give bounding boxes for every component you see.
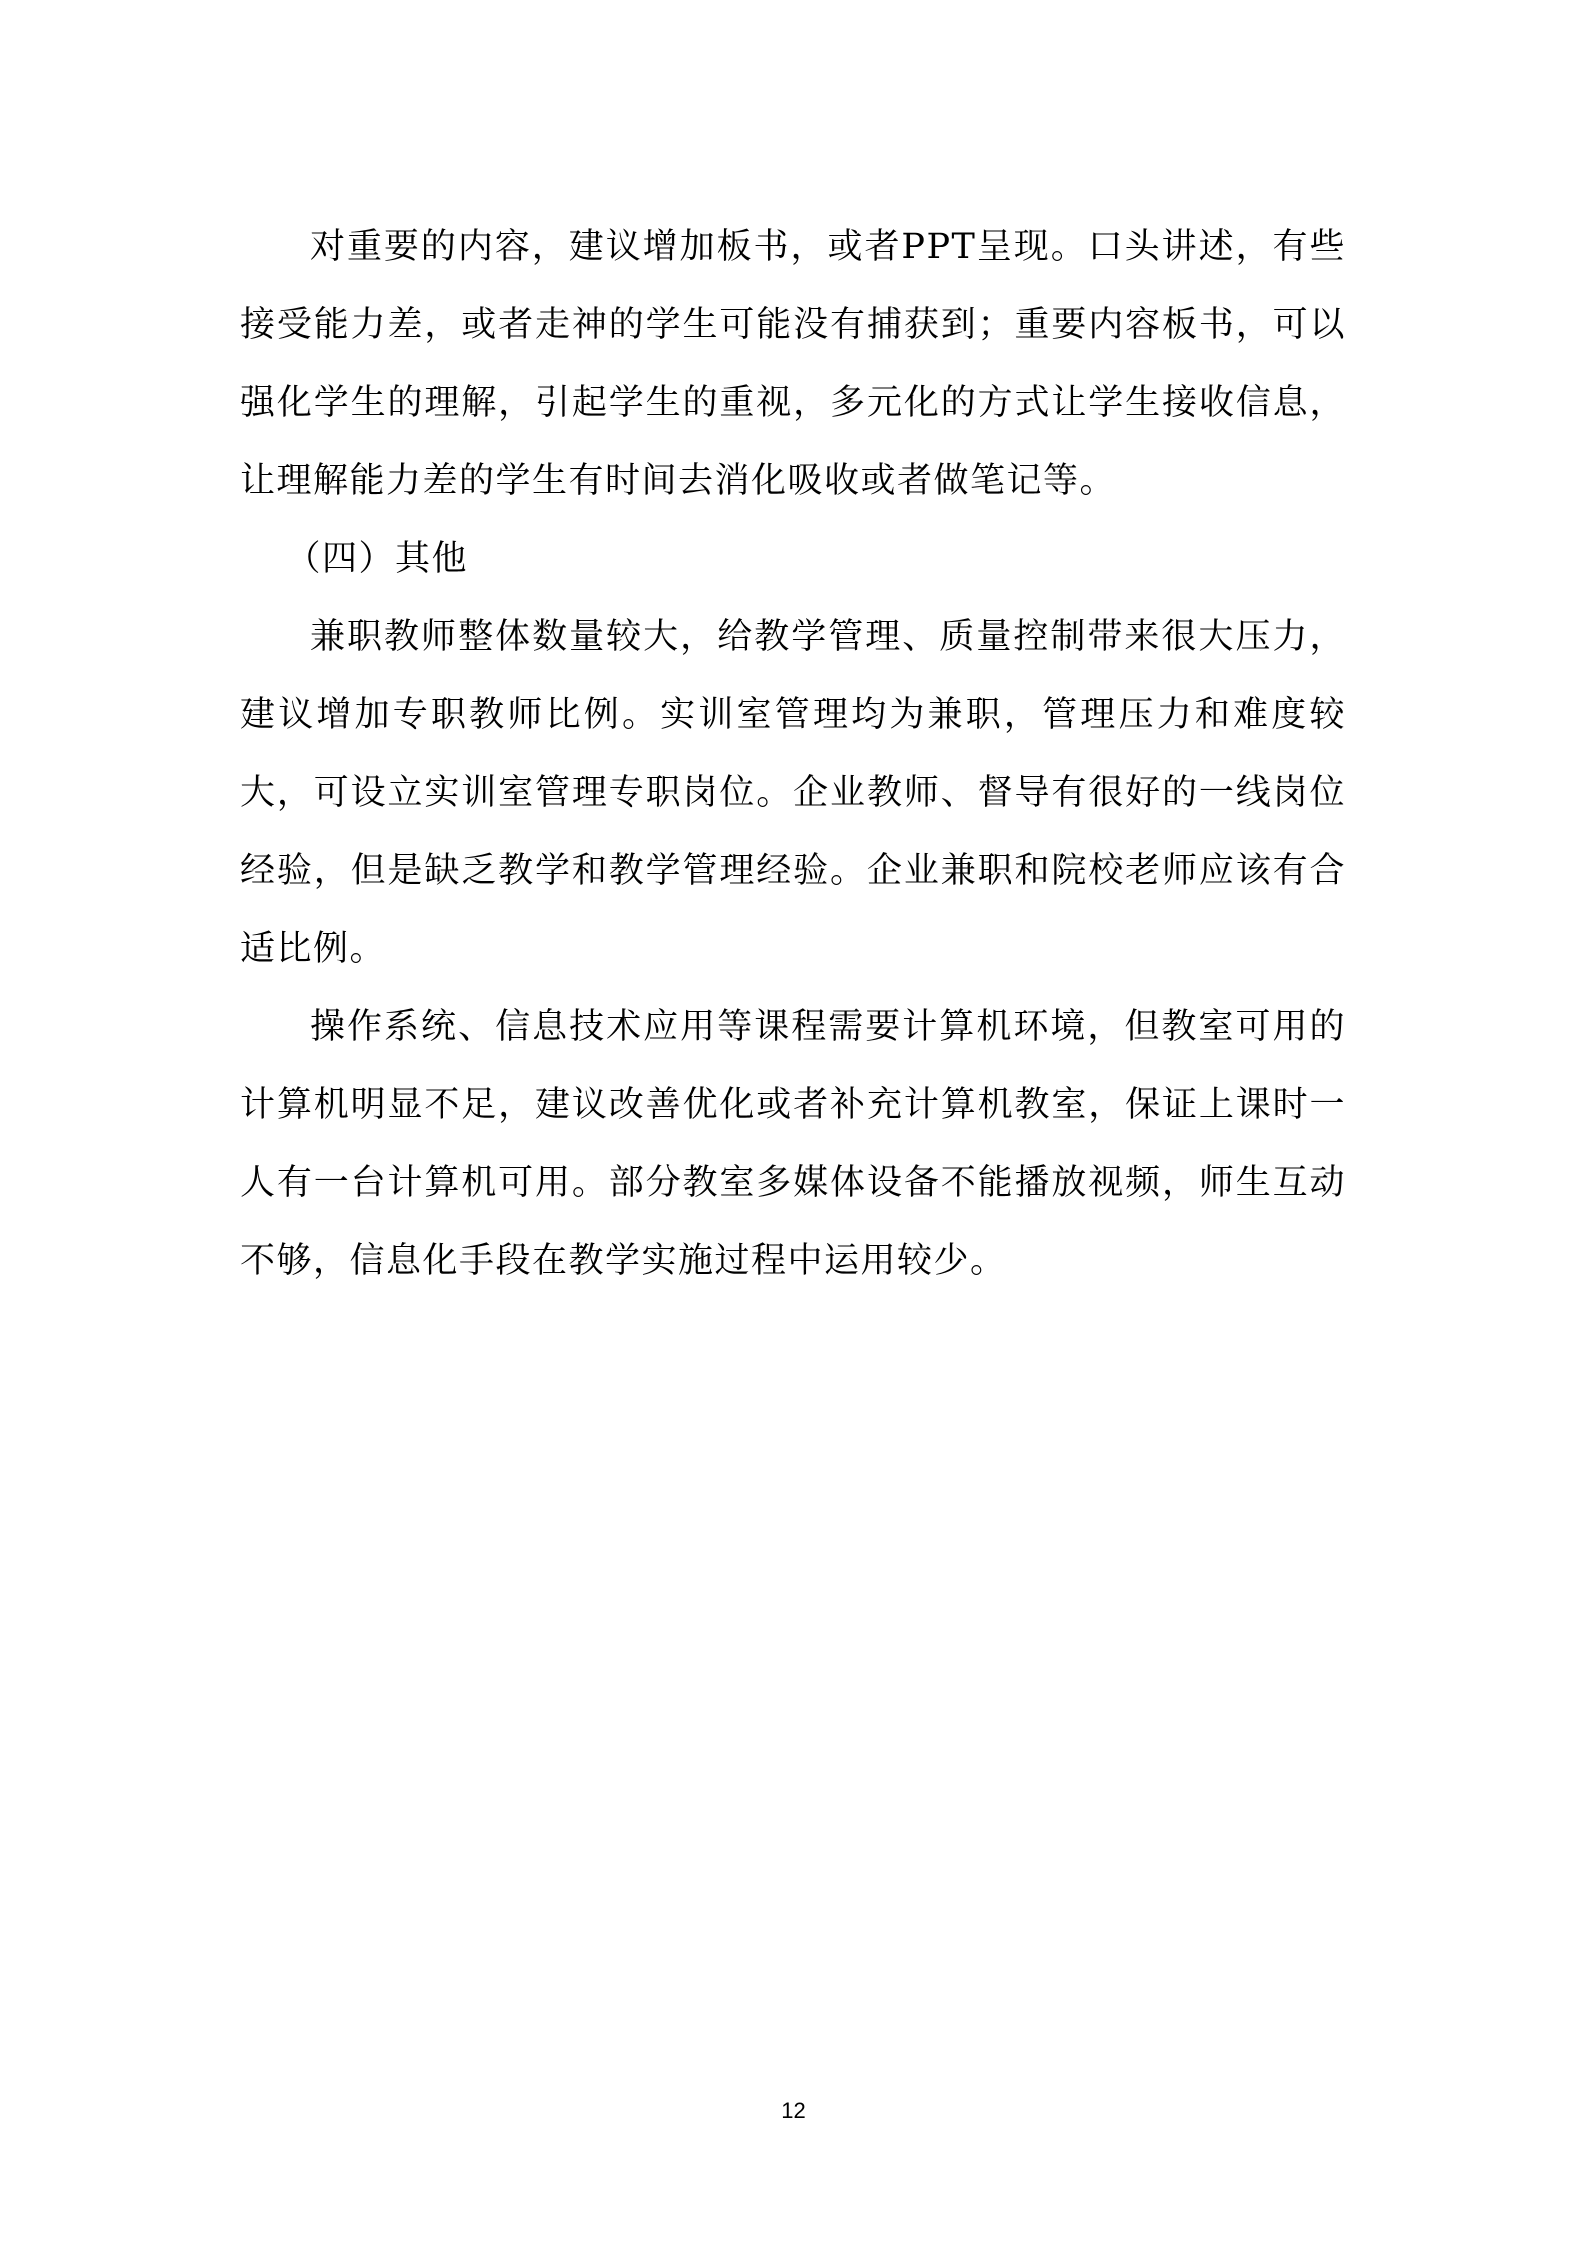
paragraph-part-time-teachers: 兼职教师整体数量较大，给教学管理、质量控制带来很大压力，建议增加专职教师比例。实训室管理均为兼职，管理压力和难度较大，可设立实训室管理专职岗位。企业教师、督导有很好的一线岗位经验，但是缺乏教学和教学管理经验。企业兼职和院校老师应该有合适比例。 xyxy=(240,617,1346,969)
paragraph-computer-environment: 操作系统、信息技术应用等课程需要计算机环境，但教室可用的计算机明显不足，建议改善优化或者补充计算机教室，保证上课时一人有一台计算机可用。部分教室多媒体设备不能播放视频，师生互动不够，信息化手段在教学实施过程中运用较少。 xyxy=(240,1007,1346,1281)
page-number: 12 xyxy=(781,2098,806,2123)
paragraph-board-writing: 对重要的内容，建议增加板书，或者PPT呈现。口头讲述，有些接受能力差，或者走神的学生可能没有捕获到；重要内容板书，可以强化学生的理解，引起学生的重视，多元化的方式让学生接收信息，让理解能力差的学生有时间去消化吸收或者做笔记等。 xyxy=(240,227,1346,501)
section-heading-other: （四）其他 xyxy=(285,539,469,579)
page-body xyxy=(240,208,1346,1300)
